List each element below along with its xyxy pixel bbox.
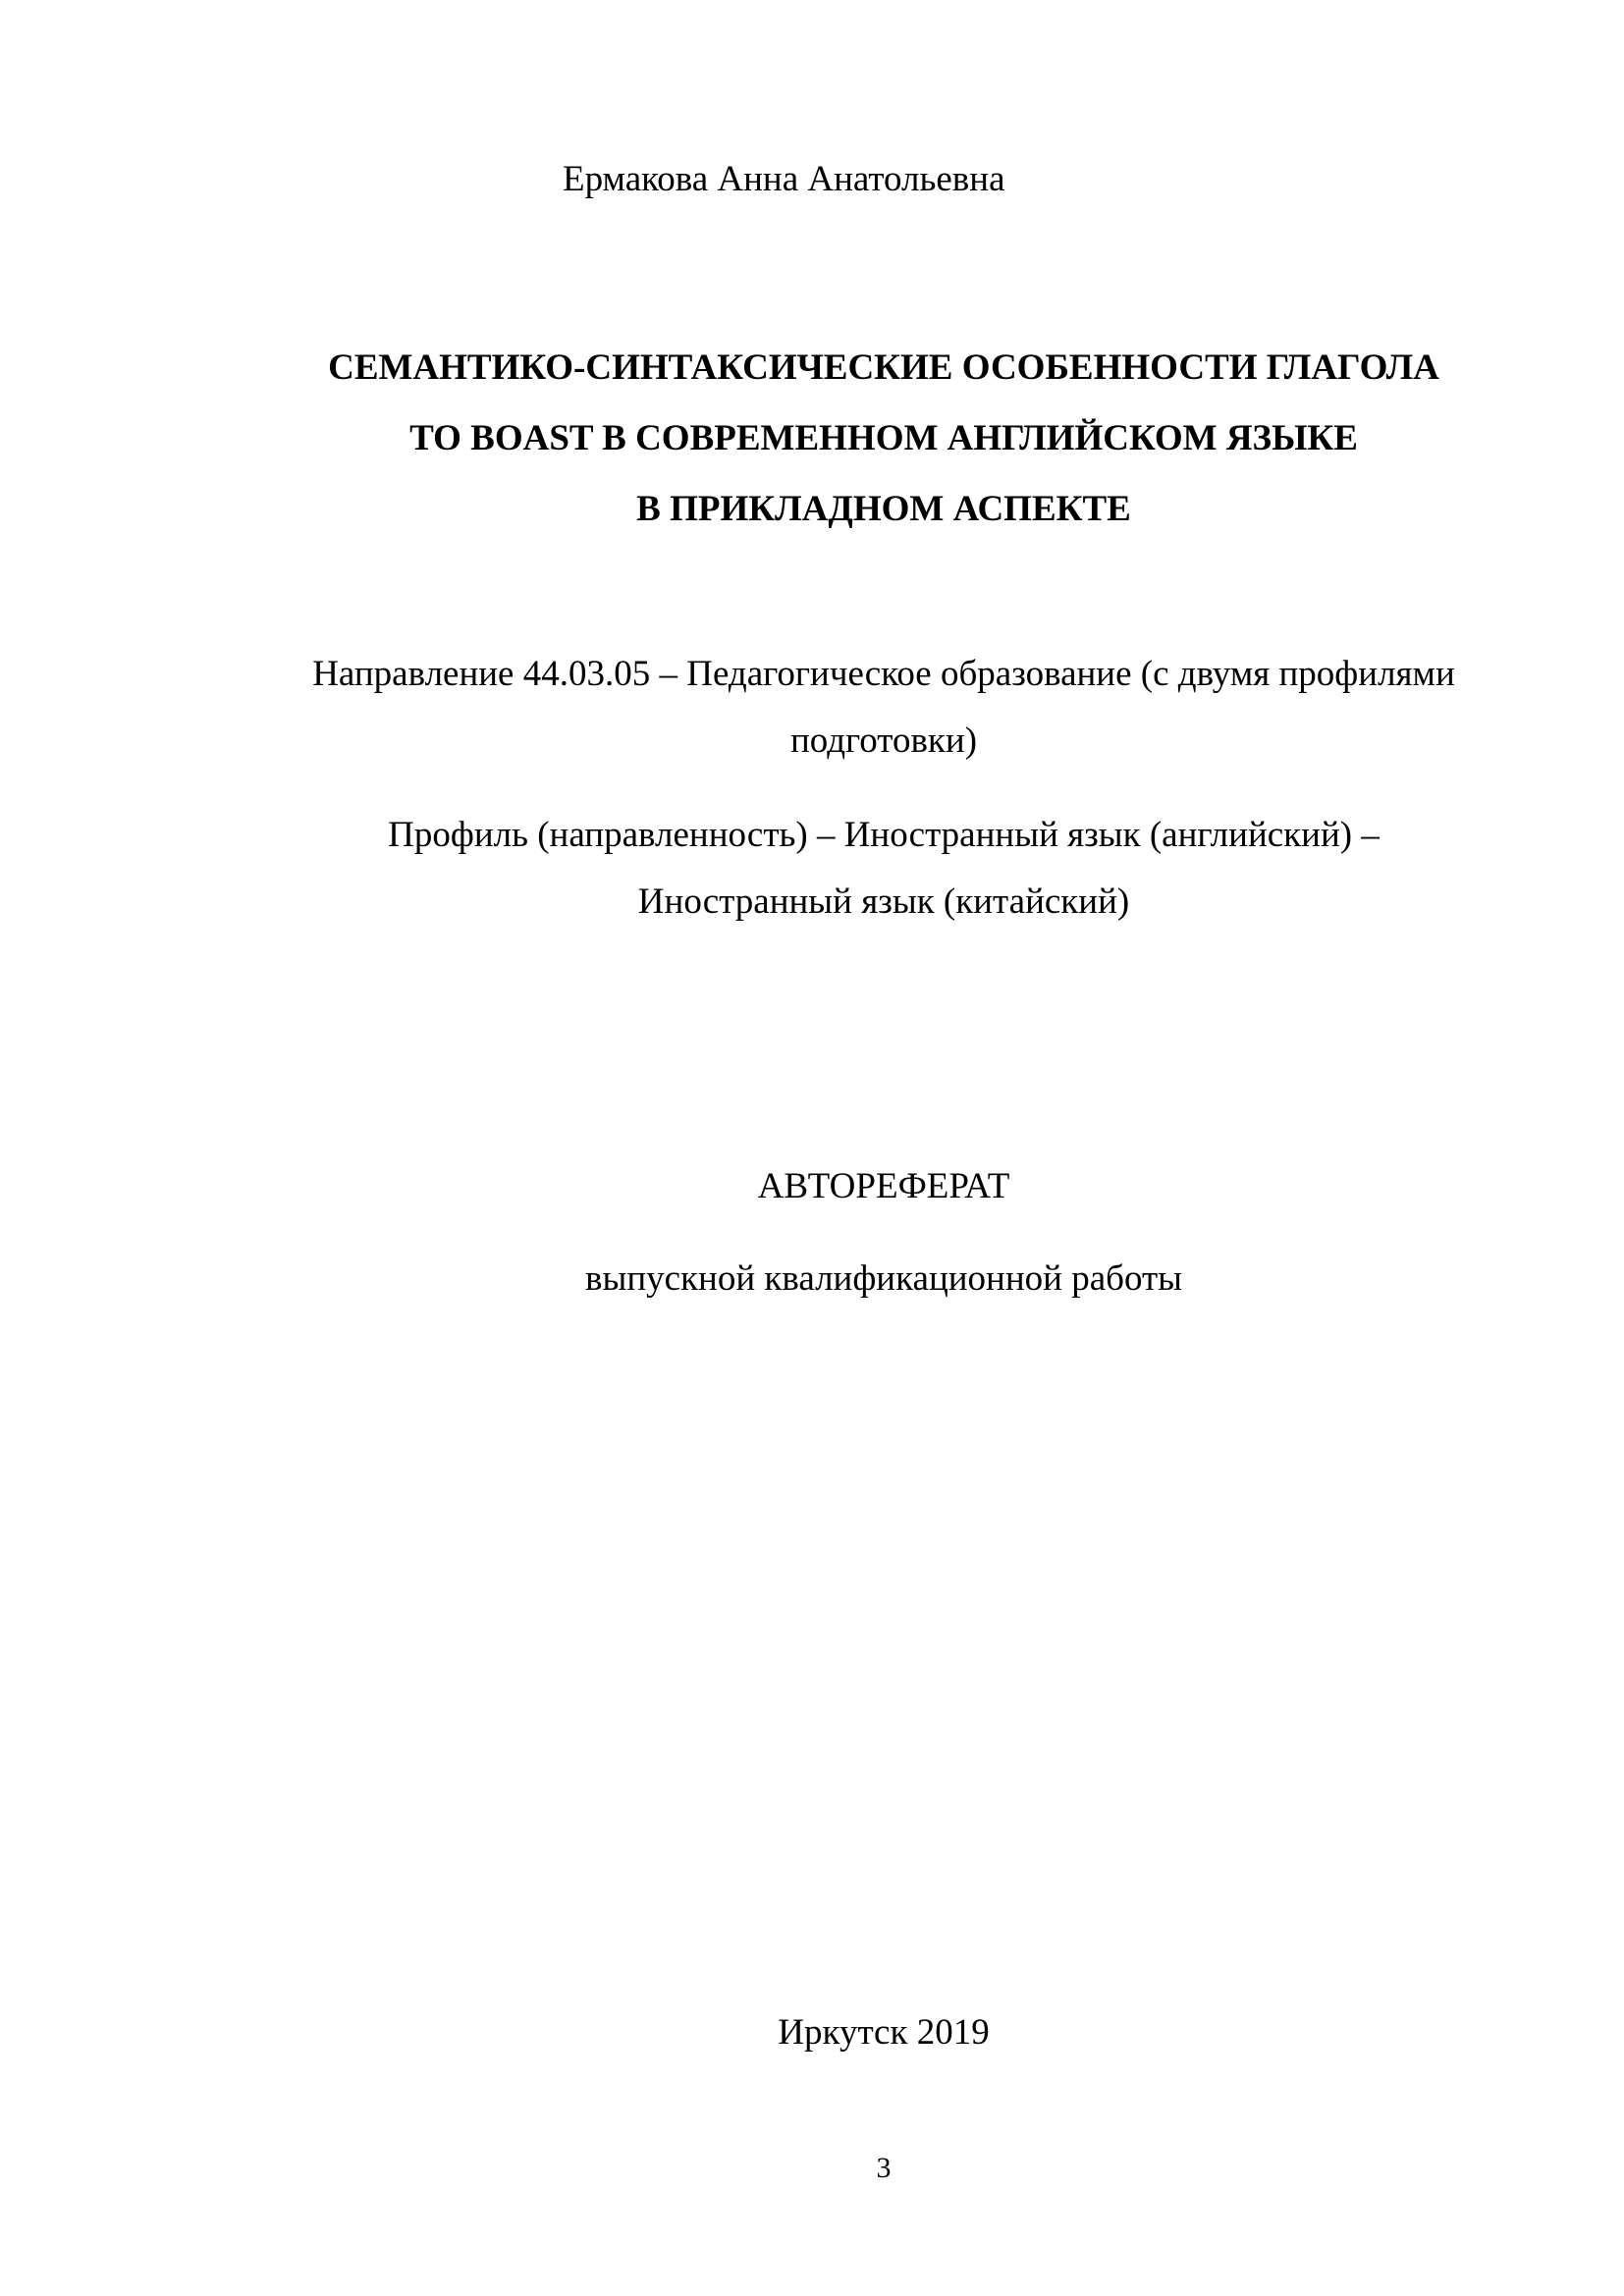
work-type: выпускной квалификационной работы <box>584 1258 1182 1299</box>
page-number: 3 <box>876 2152 892 2184</box>
profile-line-1: Профиль (направленность) – Иностранный язык (английский) – <box>388 815 1380 855</box>
author-name: Ермакова Анна Анатольевна <box>563 159 1005 199</box>
thesis-title-line-1: СЕМАНТИКО-СИНТАКСИЧЕСКИЕ ОСОБЕННОСТИ ГЛАГОЛА <box>328 347 1439 388</box>
document-type: АВТОРЕФЕРАТ <box>757 1166 1010 1206</box>
city-year: Иркутск 2019 <box>778 2012 990 2053</box>
direction-line-2: подготовки) <box>789 721 978 761</box>
thesis-title-line-2: TO BOAST В СОВРЕМЕННОМ АНГЛИЙСКОМ ЯЗЫКЕ <box>409 418 1358 458</box>
profile-line-2: Иностранный язык (китайский) <box>637 881 1130 922</box>
thesis-title-line-3: В ПРИКЛАДНОМ АСПЕКТЕ <box>636 489 1131 529</box>
direction-line-1: Направление 44.03.05 – Педагогическое образование (с двумя профилями <box>312 654 1455 694</box>
